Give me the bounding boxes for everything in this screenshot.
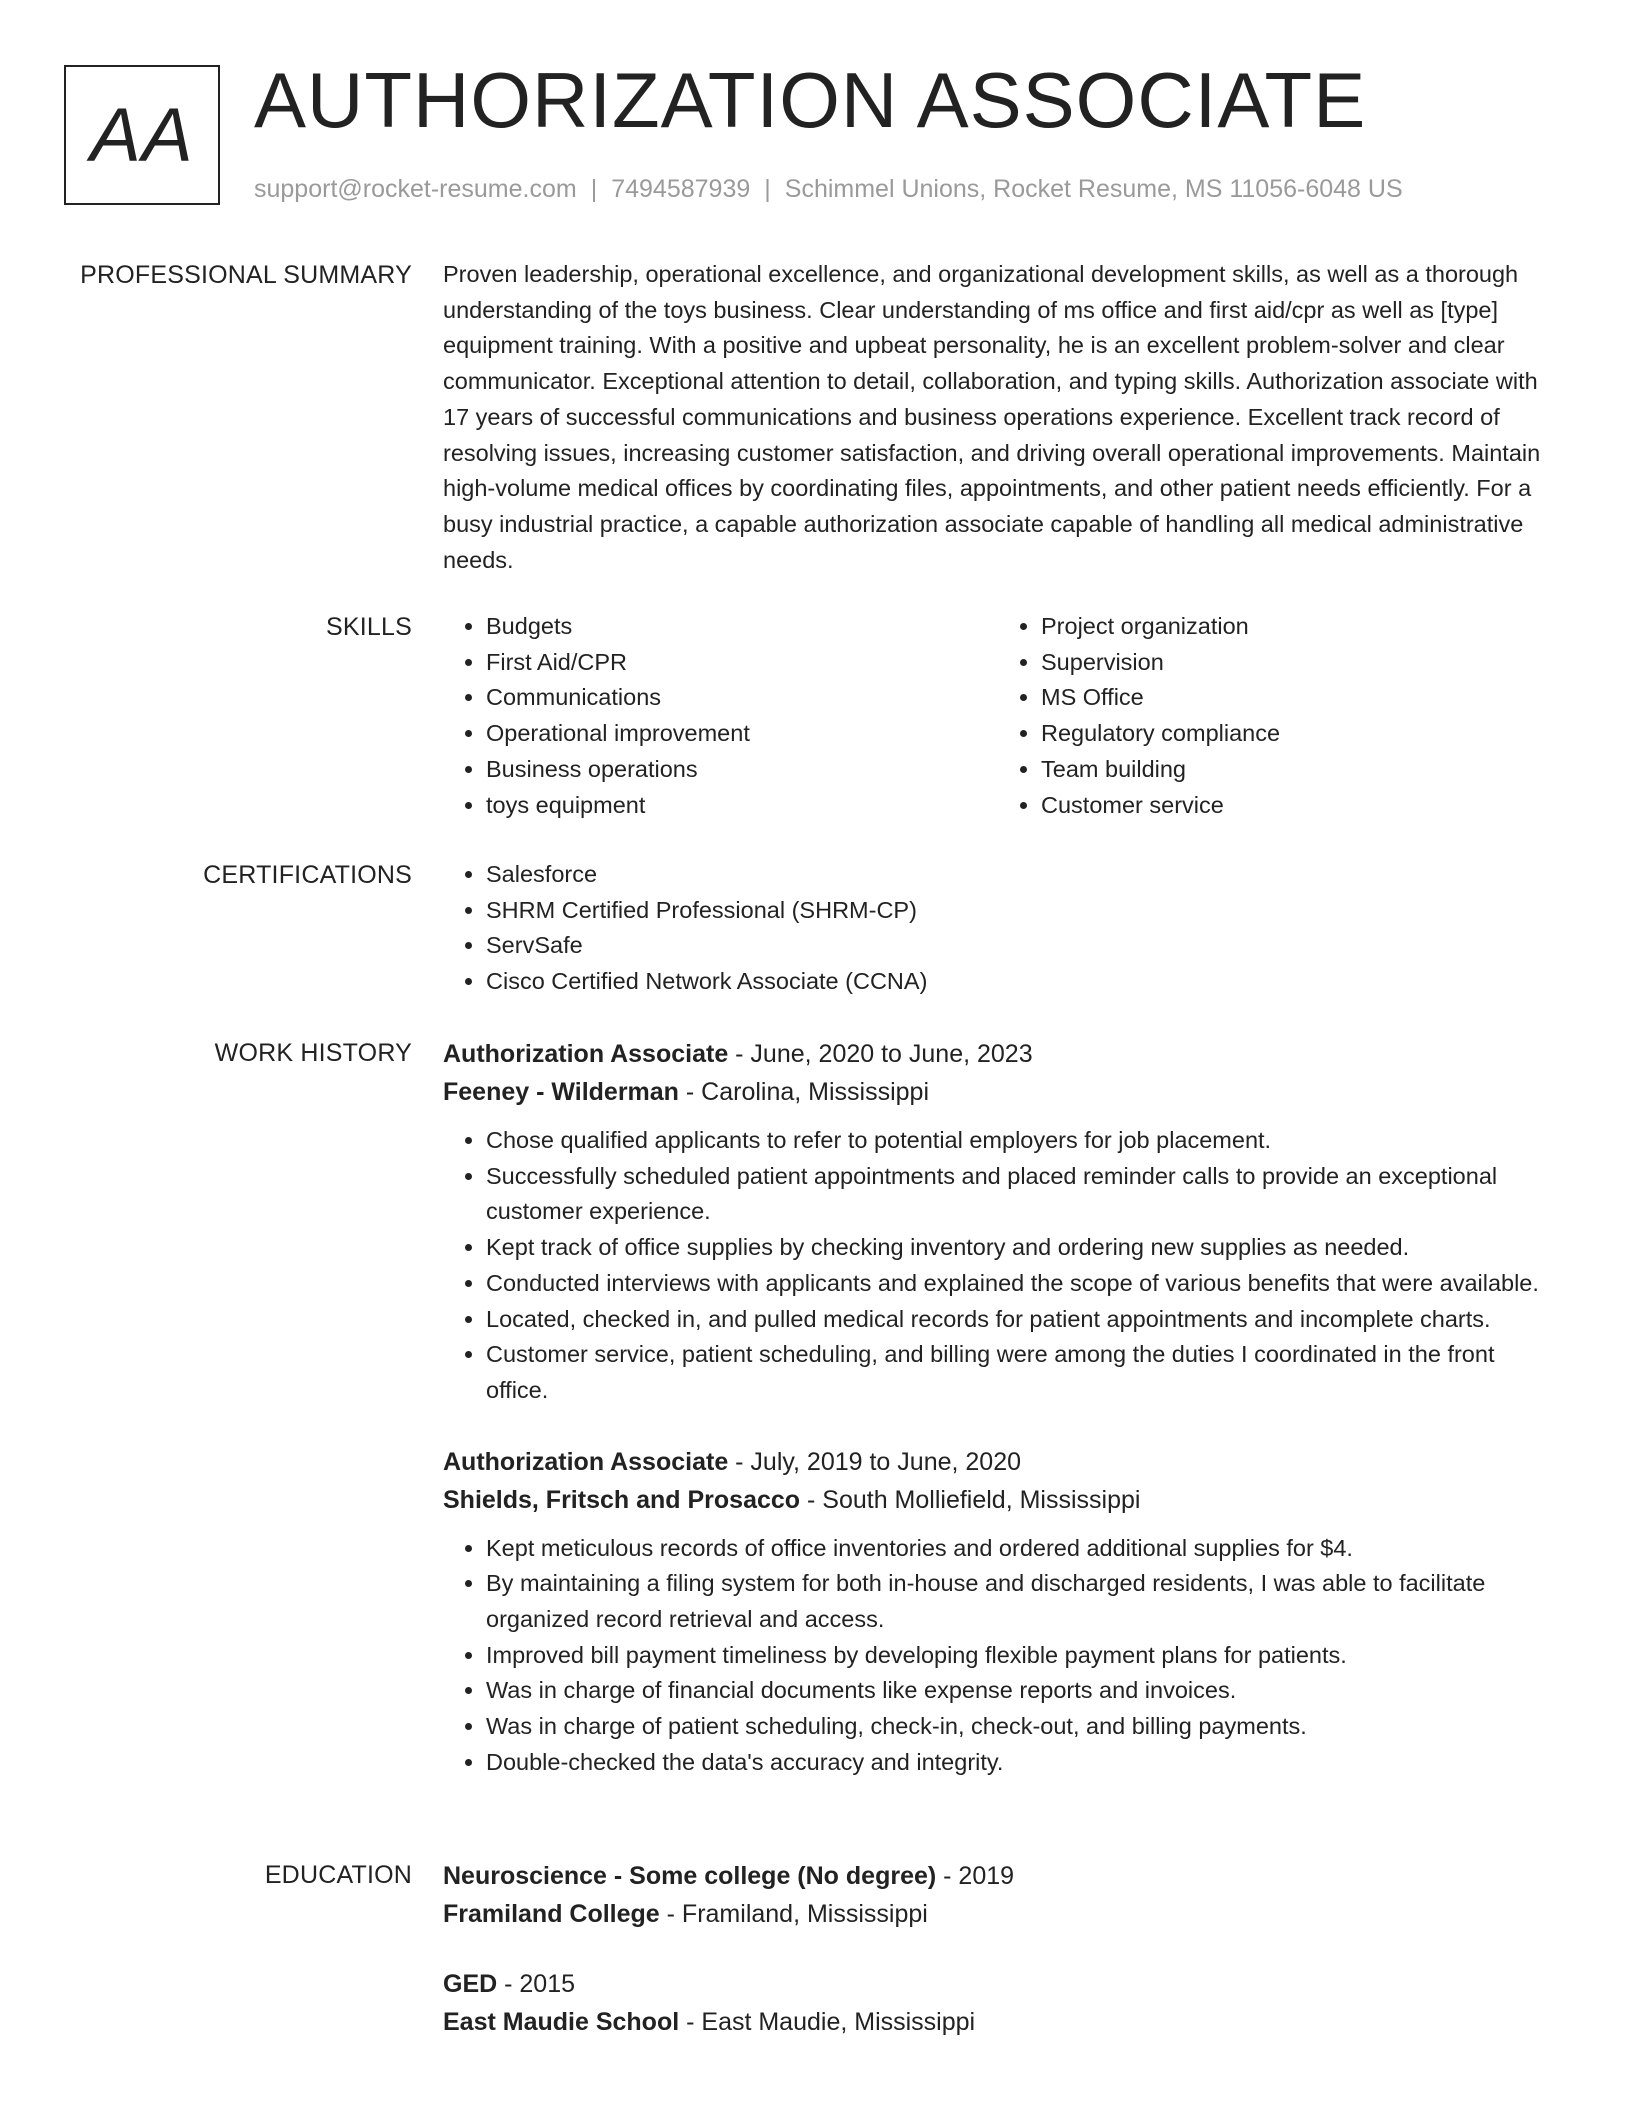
work-body — [443, 1035, 1553, 1781]
skills-body — [443, 609, 1553, 823]
job-bullet-list — [443, 1531, 1553, 1781]
education-degree: Neuroscience - Some college (No degree) — [443, 1862, 937, 1890]
education-year: - 2019 — [936, 1862, 1015, 1890]
job-bullet: • Was in charge of patient scheduling, check-in, check-out, and billing payments. — [486, 1709, 1553, 1745]
education-school: East Maudie School — [443, 2008, 680, 2036]
job-entry — [443, 1443, 1553, 1781]
skill-item: • Customer service — [1041, 788, 1553, 824]
contact-line — [254, 173, 1403, 205]
job-bullet: • Kept track of office supplies by checking inventory and ordering new supplies as needed. — [486, 1230, 1553, 1266]
education-entry — [443, 1857, 1553, 1933]
job-bullet: • Successfully scheduled patient appointments and placed reminder calls to provide an exceptional customer experience. — [486, 1159, 1553, 1230]
job-bullet: • Was in charge of financial documents like expense reports and invoices. — [486, 1673, 1553, 1709]
skill-item: • First Aid/CPR — [486, 645, 998, 681]
section-title-skills: SKILLS — [326, 613, 412, 641]
contact-separator: | — [590, 175, 598, 203]
contact-phone[interactable]: 7494587939 — [611, 175, 751, 203]
skill-item: • Operational improvement — [486, 716, 998, 752]
skill-item: • Project organization — [1041, 609, 1553, 645]
education-school-line — [443, 1895, 1553, 1933]
skill-item: • toys equipment — [486, 788, 998, 824]
contact-address: Schimmel Unions, Rocket Resume, MS 11056-6048 US — [784, 175, 1403, 203]
certification-item: • Cisco Certified Network Associate (CCNA) — [486, 964, 1553, 1000]
job-bullet: • Kept meticulous records of office inventories and ordered additional supplies for $4. — [486, 1531, 1553, 1567]
section-title-education: EDUCATION — [264, 1861, 412, 1889]
education-degree-line — [443, 1857, 1553, 1895]
job-role: Authorization Associate — [443, 1447, 729, 1476]
education-school-line — [443, 2003, 1553, 2041]
certification-item: • Salesforce — [486, 857, 1553, 893]
education-year: - 2015 — [497, 1970, 576, 1998]
skills-grid — [443, 609, 1553, 823]
job-bullet: • Conducted interviews with applicants and explained the scope of various benefits that were available. — [486, 1266, 1553, 1302]
job-bullet: • Located, checked in, and pulled medical records for patient appointments and incomplete charts. — [486, 1302, 1553, 1338]
skill-item: • Supervision — [1041, 645, 1553, 681]
education-degree: GED — [443, 1970, 498, 1998]
skills-list-left — [443, 609, 998, 823]
certification-item: • SHRM Certified Professional (SHRM-CP) — [486, 893, 1553, 929]
education-body — [443, 1857, 1553, 2041]
summary-text: Proven leadership, operational excellence, and organizational development skills, as well as a thorough understanding of the toys business. Clear understanding of ms office and first aid/cpr as well as [type] equipment training. With a positive and upbeat personality, he is an excellent problem-solver and clear communicator. Exceptional attention to detail, collaboration, and typing skills. Authorization associate with 17 years of successful communications and business operations experience. Excellent track record of resolving issues, increasing customer satisfaction, and driving overall operational improvements. Maintain high-volume medical offices by coordinating files, appointments, and other patient needs efficiently. For a busy industrial practice, a capable authorization associate capable of handling all medical administrative needs. — [443, 261, 1541, 573]
job-title-line — [443, 1443, 1553, 1481]
skill-item: • Budgets — [486, 609, 998, 645]
job-bullet: • By maintaining a filing system for both in-house and discharged residents, I was able to facilitate organized record retrieval and access. — [486, 1566, 1553, 1637]
section-title-certifications: CERTIFICATIONS — [203, 861, 412, 889]
certification-item: • ServSafe — [486, 928, 1553, 964]
education-school: Framiland College — [443, 1900, 660, 1928]
education-entry — [443, 1965, 1553, 2041]
contact-email[interactable]: support@rocket-resume.com — [254, 175, 577, 203]
summary-body — [443, 257, 1553, 578]
job-role: Authorization Associate — [443, 1040, 729, 1068]
section-title-summary: PROFESSIONAL SUMMARY — [80, 261, 412, 289]
job-title-line — [443, 1035, 1553, 1073]
job-company-line — [443, 1481, 1553, 1519]
skill-item: • Team building — [1041, 752, 1553, 788]
job-entry — [443, 1035, 1553, 1409]
skill-item: • Regulatory compliance — [1041, 716, 1553, 752]
job-bullet: • Customer service, patient scheduling, and billing were among the duties I coordinated in the front office. — [486, 1337, 1553, 1408]
job-bullet: • Chose qualified applicants to refer to potential employers for job placement. — [486, 1123, 1553, 1159]
monogram-text: AA — [90, 92, 194, 178]
job-company: Feeney - Wilderman — [443, 1078, 679, 1106]
certifications-body — [443, 857, 1553, 1000]
job-bullet-list — [443, 1123, 1553, 1409]
job-bullet: • Double-checked the data's accuracy and integrity. — [486, 1745, 1553, 1781]
monogram-logo — [64, 65, 220, 205]
skill-item: • MS Office — [1041, 680, 1553, 716]
section-title-work: WORK HISTORY — [214, 1039, 412, 1067]
job-location: - South Molliefield, Mississippi — [800, 1485, 1141, 1514]
resume-name: AUTHORIZATION ASSOCIATE — [254, 56, 1367, 144]
education-location: - Framiland, Mississippi — [659, 1900, 928, 1928]
job-dates: - July, 2019 to June, 2020 — [728, 1447, 1022, 1476]
job-company: Shields, Fritsch and Prosacco — [443, 1485, 801, 1514]
education-location: - East Maudie, Mississippi — [679, 2008, 976, 2036]
job-bullet: • Improved bill payment timeliness by developing flexible payment plans for patients. — [486, 1638, 1553, 1674]
skills-list-right — [998, 609, 1553, 823]
job-dates: - June, 2020 to June, 2023 — [728, 1040, 1033, 1068]
job-company-line — [443, 1073, 1553, 1111]
job-location: - Carolina, Mississippi — [678, 1078, 930, 1106]
certifications-list — [443, 857, 1553, 1000]
skill-item: • Communications — [486, 680, 998, 716]
contact-separator: | — [764, 175, 771, 203]
education-degree-line — [443, 1965, 1553, 2003]
skill-item: • Business operations — [486, 752, 998, 788]
